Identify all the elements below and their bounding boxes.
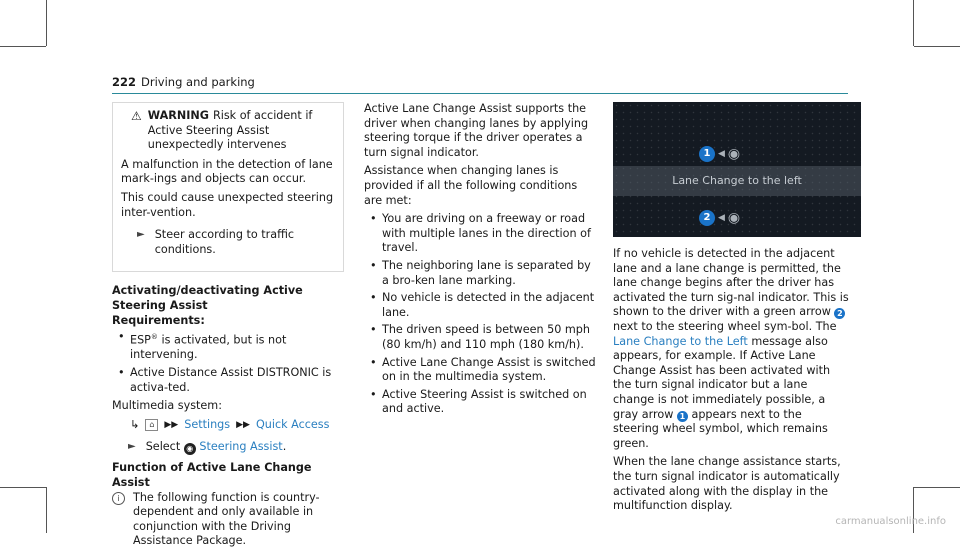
callout-badge: 1 — [677, 411, 688, 422]
step-arrow-icon: ► — [128, 441, 136, 453]
section-heading: Function of Active Lane Change Assist — [112, 461, 312, 490]
home-icon: ⌂ — [145, 419, 158, 431]
display-message: Lane Change to the left — [672, 174, 802, 187]
paragraph: When the lane change assistance starts, the turn signal indicator is automatically activated along with the display in the multifunction display. — [613, 455, 841, 513]
column-middle — [364, 102, 596, 421]
section-heading: Activating/deactivating Active Steering Assist — [112, 284, 303, 312]
page-header — [112, 75, 255, 90]
list-item: • Active Steering Assist is switched on and active. — [364, 388, 596, 417]
arrow-left-icon: ◀ — [718, 212, 725, 223]
crop-mark — [46, 487, 47, 533]
multimedia-label: Multimedia system: — [112, 399, 222, 413]
requirements-list — [112, 330, 344, 395]
steering-wheel-icon: ◉ — [184, 443, 196, 455]
crop-mark — [0, 487, 46, 488]
warning-title: Risk of accident if Active Steering Assist unexpectedly intervenes — [147, 109, 313, 152]
warning-step: Steer according to traffic conditions. — [154, 228, 295, 256]
list-item: • Active Lane Change Assist is switched on in the multimedia system. — [364, 356, 596, 385]
paragraph: Active Lane Change Assist supports the driver when changing lanes by applying steering torque if the driver operates a turn signal indicator. — [364, 102, 589, 159]
page-number: 222 — [112, 75, 137, 89]
step-arrow-icon: ► — [137, 229, 145, 241]
info-icon: i — [112, 492, 125, 505]
menu-path — [130, 418, 344, 433]
display-illustration — [613, 102, 861, 237]
lane-change-message-link: Lane Change to the Left — [613, 334, 748, 348]
warning-label: WARNING — [147, 109, 209, 122]
requirements-label: Requirements: — [112, 313, 205, 327]
list-item: • No vehicle is detected in the adjacent lane. — [364, 291, 596, 320]
callout-badge: 2 — [699, 210, 715, 226]
path-separator-icon: ▶▶ — [236, 419, 250, 430]
warning-text: This could cause unexpected steering inter-vention. — [121, 190, 334, 219]
section-title: Driving and parking — [141, 75, 255, 89]
path-quick-access: Quick Access — [255, 417, 330, 431]
note — [112, 491, 344, 549]
warning-icon: ⚠ — [131, 109, 142, 123]
callout-badge: 1 — [699, 146, 715, 162]
warning-box — [112, 102, 344, 272]
warning-text: A malfunction in the detection of lane mark-ings and objects can occur. — [121, 157, 333, 186]
list-item: • ESP® is activated, but is not intervening. — [112, 330, 344, 363]
path-arrow-icon: ↳ — [130, 417, 140, 431]
arrow-left-icon: ◀ — [718, 148, 725, 159]
note-text: The following function is country-dependent and only available in conjunction with the Driving Assistance Package. — [133, 490, 320, 548]
list-item: • Active Distance Assist DISTRONIC is activa-ted. — [112, 366, 344, 395]
path-separator-icon: ▶▶ — [164, 419, 179, 430]
indicator-1 — [699, 146, 740, 162]
watermark: carmanualsonline.info — [835, 516, 946, 528]
steering-assist-link: Steering Assist — [199, 440, 283, 454]
crop-mark — [46, 0, 47, 46]
crop-mark — [0, 46, 46, 47]
callout-badge: 2 — [834, 308, 845, 319]
paragraph: Assistance when changing lanes is provided if all the following conditions are met: — [364, 164, 578, 207]
column-left: ⚠ WARNING Risk of accident if Active Steering Assist unexpectedly intervenes A malfunction in the detection of lane mark-ings and objects can occur. This could cause unexpected steering inter-vention. ► Steer according to traffic conditions. Activating/deactivating Active Steering Assist Requirements: • ESP® is activated, but is not intervening. • Active Distance Assist DISTRONIC is activa-ted. Multimedia system: ↳ ⌂ ▶▶ Settings ▶▶ Quick Access ► Select ◉ Steering Assist. Function of Active Lane Change Assist i The following function is country-dependent and only available in conjunction with the Driving Assistance Package. — [112, 102, 344, 549]
column-right — [613, 102, 850, 518]
crop-mark — [914, 487, 960, 488]
header-rule — [112, 93, 848, 94]
steering-wheel-icon: ◉ — [727, 209, 741, 226]
list-item: • The driven speed is between 50 mph (80 km/h) and 110 mph (180 km/h). — [364, 323, 596, 352]
crop-mark — [914, 46, 960, 47]
list-item: • You are driving on a freeway or road with multiple lanes in the direction of travel. — [364, 212, 596, 256]
list-item: • The neighboring lane is separated by a bro-ken lane marking. — [364, 259, 596, 288]
paragraph: If no vehicle is detected in the adjacent lane and a lane change is permitted, the lane change begins after the driver has activated the turn sig-nal indicator. This is shown to the driver with a green arrow 2 next to the steering wheel sym-bol. The Lane Change to the Left message also appears, for example. If Active Lane Change Assist has been activated with the turn signal indicator but a lane change is not immediately possible, a gray arrow 1 appears next to the steering wheel symbol, which remains green. — [613, 247, 849, 450]
steering-wheel-icon: ◉ — [727, 145, 741, 162]
path-settings: Settings — [184, 417, 231, 431]
crop-mark — [913, 0, 914, 46]
conditions-list — [364, 212, 596, 417]
indicator-2 — [699, 210, 740, 226]
